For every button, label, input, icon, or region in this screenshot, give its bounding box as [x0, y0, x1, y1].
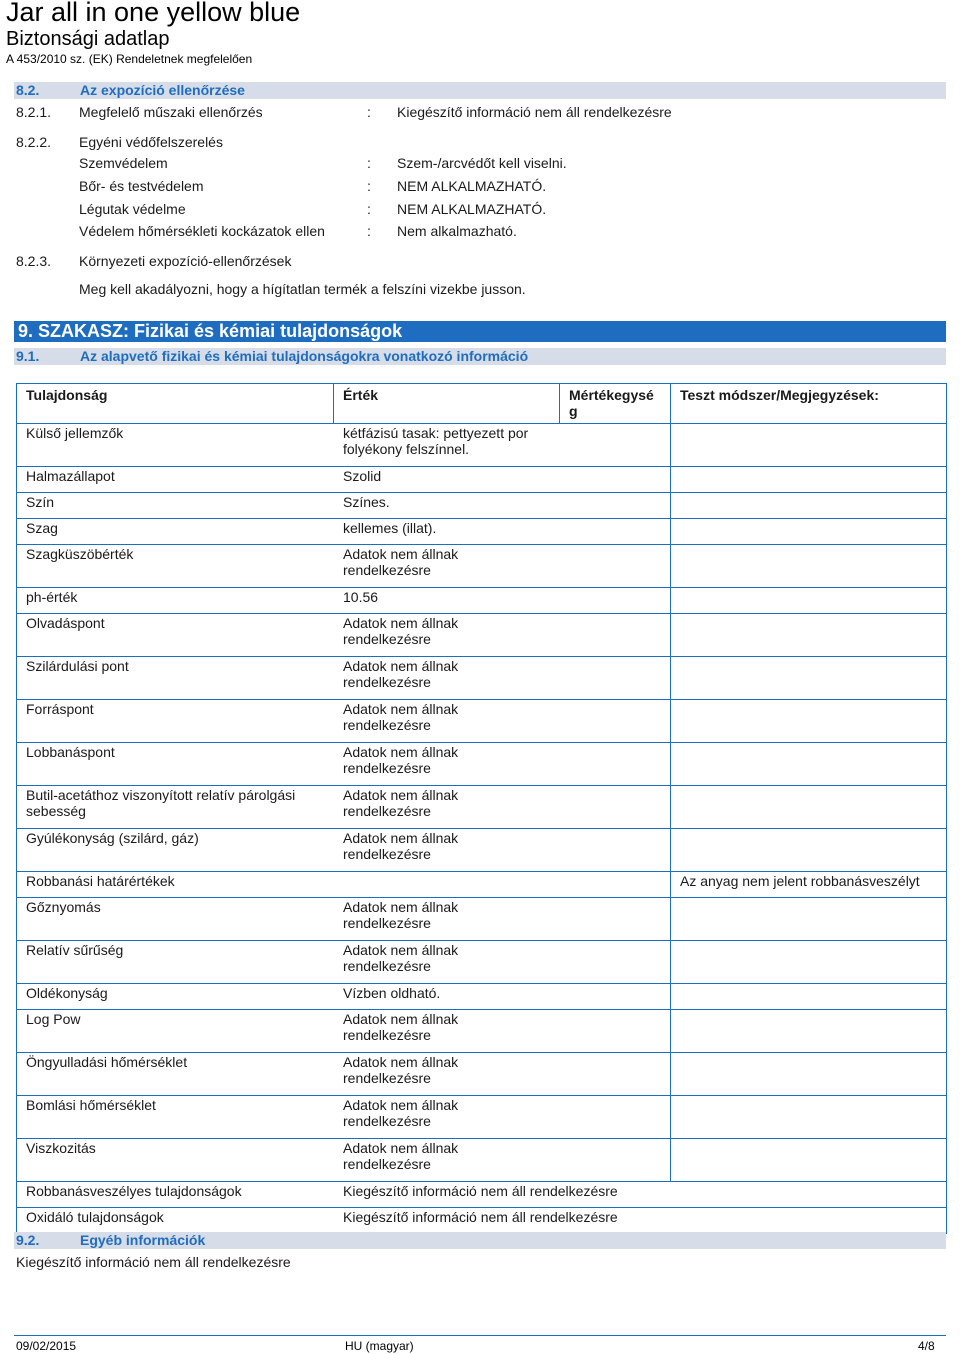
section-8-2-bar: [14, 82, 946, 99]
cell-note: [671, 545, 947, 588]
cell-property: Log Pow: [17, 1010, 334, 1053]
cell-value-line1: Kiegészítő információ nem áll rendelkezésre: [343, 1183, 618, 1199]
cell-value-line1: Adatok nem állnak: [343, 787, 459, 803]
cell-property: Viszkozitás: [17, 1139, 334, 1182]
table-row: [17, 1096, 947, 1139]
cell-value-line2: rendelkezésre: [343, 803, 431, 819]
cell-value-line2: rendelkezésre: [343, 1156, 431, 1172]
cell-value: [334, 493, 560, 519]
section-8-2-number: 8.2.: [16, 82, 40, 98]
table-row: [17, 519, 947, 545]
respiratory-protection-colon: :: [367, 201, 371, 217]
cell-property: Külső jellemzők: [17, 424, 334, 467]
cell-value-line1: Adatok nem állnak: [343, 615, 459, 631]
section-8-2-title: Az expozíció ellenőrzése: [80, 82, 245, 98]
cell-unit: [560, 1139, 671, 1182]
cell-note: [671, 1096, 947, 1139]
cell-value: [334, 614, 560, 657]
table-row: [17, 1182, 947, 1208]
properties-table: [16, 383, 947, 1234]
respiratory-protection-value: NEM ALKALMAZHATÓ.: [397, 201, 547, 217]
cell-property: Lobbanáspont: [17, 743, 334, 786]
regulation-note: A 453/2010 sz. (EK) Rendeletnek megfelelően: [6, 52, 253, 66]
engineering-controls-label: Megfelelő műszaki ellenőrzés: [79, 104, 263, 120]
cell-unit: [560, 657, 671, 700]
cell-value-line1: kellemes (illat).: [343, 520, 437, 536]
cell-value: [334, 829, 560, 872]
cell-value: [334, 700, 560, 743]
header-unit-line1: Mértékegysé: [569, 387, 654, 403]
cell-value-line1: Adatok nem állnak: [343, 942, 459, 958]
cell-value-line2: rendelkezésre: [343, 1027, 431, 1043]
cell-value: [334, 941, 560, 984]
cell-unit: [560, 519, 671, 545]
engineering-controls-value: Kiegészítő információ nem áll rendelkezésre: [397, 104, 672, 120]
cell-value: [334, 984, 560, 1010]
table-row: [17, 898, 947, 941]
cell-value-line1: Vízben oldható.: [343, 985, 441, 1001]
cell-value-line1: Adatok nem állnak: [343, 1011, 459, 1027]
cell-value-line1: Adatok nem állnak: [343, 546, 459, 562]
cell-note: [671, 657, 947, 700]
cell-value: [334, 467, 560, 493]
table-row: [17, 829, 947, 872]
cell-unit: [560, 786, 671, 829]
cell-note: Az anyag nem jelent robbanásveszélyt: [671, 872, 947, 898]
cell-unit: [560, 984, 671, 1010]
other-info-text: Kiegészítő információ nem áll rendelkezésre: [16, 1254, 291, 1270]
table-row: [17, 1010, 947, 1053]
skin-protection-colon: :: [367, 178, 371, 194]
cell-note: [671, 743, 947, 786]
table-row: [17, 743, 947, 786]
cell-value: [334, 1053, 560, 1096]
cell-unit: [560, 614, 671, 657]
cell-property: Szag: [17, 519, 334, 545]
table-row: [17, 588, 947, 614]
table-row: [17, 657, 947, 700]
cell-unit: [560, 1096, 671, 1139]
cell-value-line2: rendelkezésre: [343, 1113, 431, 1129]
cell-unit: [560, 743, 671, 786]
cell-value-line1: Kiegészítő információ nem áll rendelkezésre: [343, 1209, 618, 1225]
cell-property: Butil-acetáthoz viszonyított relatív párolgási sebesség: [17, 786, 334, 829]
cell-property: Szín: [17, 493, 334, 519]
cell-unit: [560, 829, 671, 872]
eye-protection-colon: :: [367, 155, 371, 171]
cell-value-line1: Adatok nem állnak: [343, 658, 459, 674]
skin-protection-label: Bőr- és testvédelem: [79, 178, 204, 194]
cell-value: [334, 743, 560, 786]
section-9-1-title: Az alapvető fizikai és kémiai tulajdonságokra vonatkozó információ: [80, 348, 529, 364]
eye-protection-label: Szemvédelem: [79, 155, 168, 171]
table-row: [17, 545, 947, 588]
section-9-2-title: Egyéb információk: [80, 1232, 206, 1248]
cell-note: [671, 493, 947, 519]
cell-note: [671, 519, 947, 545]
cell-value: [334, 1208, 947, 1234]
header-unit-line2: g: [569, 403, 578, 419]
cell-property: Olvadáspont: [17, 614, 334, 657]
cell-value: [334, 872, 560, 898]
cell-value-line2: rendelkezésre: [343, 717, 431, 733]
cell-unit: [560, 424, 671, 467]
footer-divider: [14, 1335, 946, 1336]
cell-note: [671, 898, 947, 941]
cell-value-line1: Adatok nem állnak: [343, 1097, 459, 1113]
section-9-title: 9. SZAKASZ: Fizikai és kémiai tulajdonságok: [18, 321, 403, 341]
cell-value-line2: rendelkezésre: [343, 1070, 431, 1086]
cell-note: [671, 1053, 947, 1096]
cell-value-line2: rendelkezésre: [343, 958, 431, 974]
cell-property: Robbanásveszélyes tulajdonságok: [17, 1182, 334, 1208]
environmental-controls-label: Környezeti expozíció-ellenőrzések: [79, 253, 292, 269]
table-row: [17, 872, 947, 898]
cell-note: [671, 614, 947, 657]
cell-value: [334, 786, 560, 829]
table-row: [17, 467, 947, 493]
cell-unit: [560, 872, 671, 898]
header-value: Érték: [334, 384, 560, 424]
cell-value-line2: folyékony felszínnel.: [343, 441, 470, 457]
cell-property: Robbanási határértékek: [17, 872, 334, 898]
cell-note: [671, 1010, 947, 1053]
cell-value: [334, 588, 560, 614]
cell-property: Szilárdulási pont: [17, 657, 334, 700]
cell-unit: [560, 588, 671, 614]
cell-property: Relatív sűrűség: [17, 941, 334, 984]
table-row: [17, 424, 947, 467]
cell-note: [671, 1139, 947, 1182]
cell-value: [334, 519, 560, 545]
footer-page: 4/8: [918, 1339, 935, 1353]
thermal-protection-colon: :: [367, 223, 371, 239]
cell-note: [671, 700, 947, 743]
cell-value-line1: Adatok nem állnak: [343, 1054, 459, 1070]
eye-protection-value: Szem-/arcvédőt kell viselni.: [397, 155, 567, 171]
section-9-2-bar: [14, 1232, 946, 1249]
cell-value-line2: rendelkezésre: [343, 760, 431, 776]
cell-value: [334, 1182, 947, 1208]
cell-unit: [560, 941, 671, 984]
cell-unit: [560, 493, 671, 519]
cell-value-line1: Adatok nem állnak: [343, 701, 459, 717]
cell-value: [334, 1139, 560, 1182]
cell-property: Öngyulladási hőmérséklet: [17, 1053, 334, 1096]
cell-note: [671, 941, 947, 984]
cell-property: Szagküszöbérték: [17, 545, 334, 588]
cell-value-line1: Adatok nem állnak: [343, 744, 459, 760]
section-9-bar: [14, 321, 946, 342]
table-row: [17, 786, 947, 829]
engineering-controls-colon: :: [367, 104, 371, 120]
cell-value-line1: kétfázisú tasak: pettyezett por: [343, 425, 529, 441]
respiratory-protection-label: Légutak védelme: [79, 201, 186, 217]
cell-unit: [560, 700, 671, 743]
cell-unit: [560, 1010, 671, 1053]
header-method: Teszt módszer/Megjegyzések:: [671, 384, 947, 424]
cell-property: Halmazállapot: [17, 467, 334, 493]
document-subtitle: Biztonsági adatlap: [6, 28, 170, 50]
cell-value: [334, 1010, 560, 1053]
cell-value-line2: rendelkezésre: [343, 915, 431, 931]
cell-property: Oxidáló tulajdonságok: [17, 1208, 334, 1234]
personal-protection-label: Egyéni védőfelszerelés: [79, 134, 223, 150]
cell-note: [671, 588, 947, 614]
cell-note: [671, 829, 947, 872]
cell-unit: [560, 467, 671, 493]
section-8-2-3-number: 8.2.3.: [16, 253, 52, 269]
cell-value: [334, 545, 560, 588]
cell-property: Oldékonyság: [17, 984, 334, 1010]
section-9-1-number: 9.1.: [16, 348, 40, 364]
cell-value-line1: Színes.: [343, 494, 390, 510]
cell-value-line1: 10.56: [343, 589, 379, 605]
table-row: [17, 700, 947, 743]
footer-date: 09/02/2015: [16, 1339, 77, 1353]
thermal-protection-value: Nem alkalmazható.: [397, 223, 517, 239]
cell-value-line2: rendelkezésre: [343, 562, 431, 578]
cell-value-line1: Adatok nem állnak: [343, 1140, 459, 1156]
thermal-protection-label: Védelem hőmérsékleti kockázatok ellen: [79, 223, 325, 239]
cell-property: Bomlási hőmérséklet: [17, 1096, 334, 1139]
cell-value: [334, 424, 560, 467]
document-title: Jar all in one yellow blue: [6, 0, 301, 27]
cell-value: [334, 657, 560, 700]
cell-value-line2: rendelkezésre: [343, 674, 431, 690]
environmental-controls-text: Meg kell akadályozni, hogy a hígítatlan termék a felszíni vizekbe jusson.: [79, 281, 526, 297]
cell-unit: [560, 545, 671, 588]
section-8-2-2-number: 8.2.2.: [16, 134, 52, 150]
section-9-2-number: 9.2.: [16, 1232, 40, 1248]
cell-value: [334, 898, 560, 941]
table-header-row: [17, 384, 947, 424]
cell-unit: [560, 1053, 671, 1096]
cell-note: [671, 467, 947, 493]
cell-value-line1: Adatok nem állnak: [343, 899, 459, 915]
cell-value-line1: Szolid: [343, 468, 382, 484]
table-row: [17, 614, 947, 657]
cell-property: Gyúlékonyság (szilárd, gáz): [17, 829, 334, 872]
header-unit: [560, 384, 671, 424]
table-row: [17, 941, 947, 984]
table-row: [17, 984, 947, 1010]
cell-property: ph-érték: [17, 588, 334, 614]
table-row: [17, 1139, 947, 1182]
header-property: Tulajdonság: [17, 384, 334, 424]
cell-property: Forráspont: [17, 700, 334, 743]
cell-value-line2: rendelkezésre: [343, 631, 431, 647]
cell-note: [671, 424, 947, 467]
table-row: [17, 1053, 947, 1096]
cell-value-line1: Adatok nem állnak: [343, 830, 459, 846]
cell-unit: [560, 898, 671, 941]
cell-note: [671, 786, 947, 829]
skin-protection-value: NEM ALKALMAZHATÓ.: [397, 178, 547, 194]
table-row: [17, 1208, 947, 1234]
section-9-1-bar: [14, 348, 946, 365]
footer-language: HU (magyar): [345, 1339, 414, 1353]
cell-note: [671, 984, 947, 1010]
cell-value: [334, 1096, 560, 1139]
table-row: [17, 493, 947, 519]
cell-value-line2: rendelkezésre: [343, 846, 431, 862]
cell-property: Gőznyomás: [17, 898, 334, 941]
section-8-2-1-number: 8.2.1.: [16, 104, 52, 120]
